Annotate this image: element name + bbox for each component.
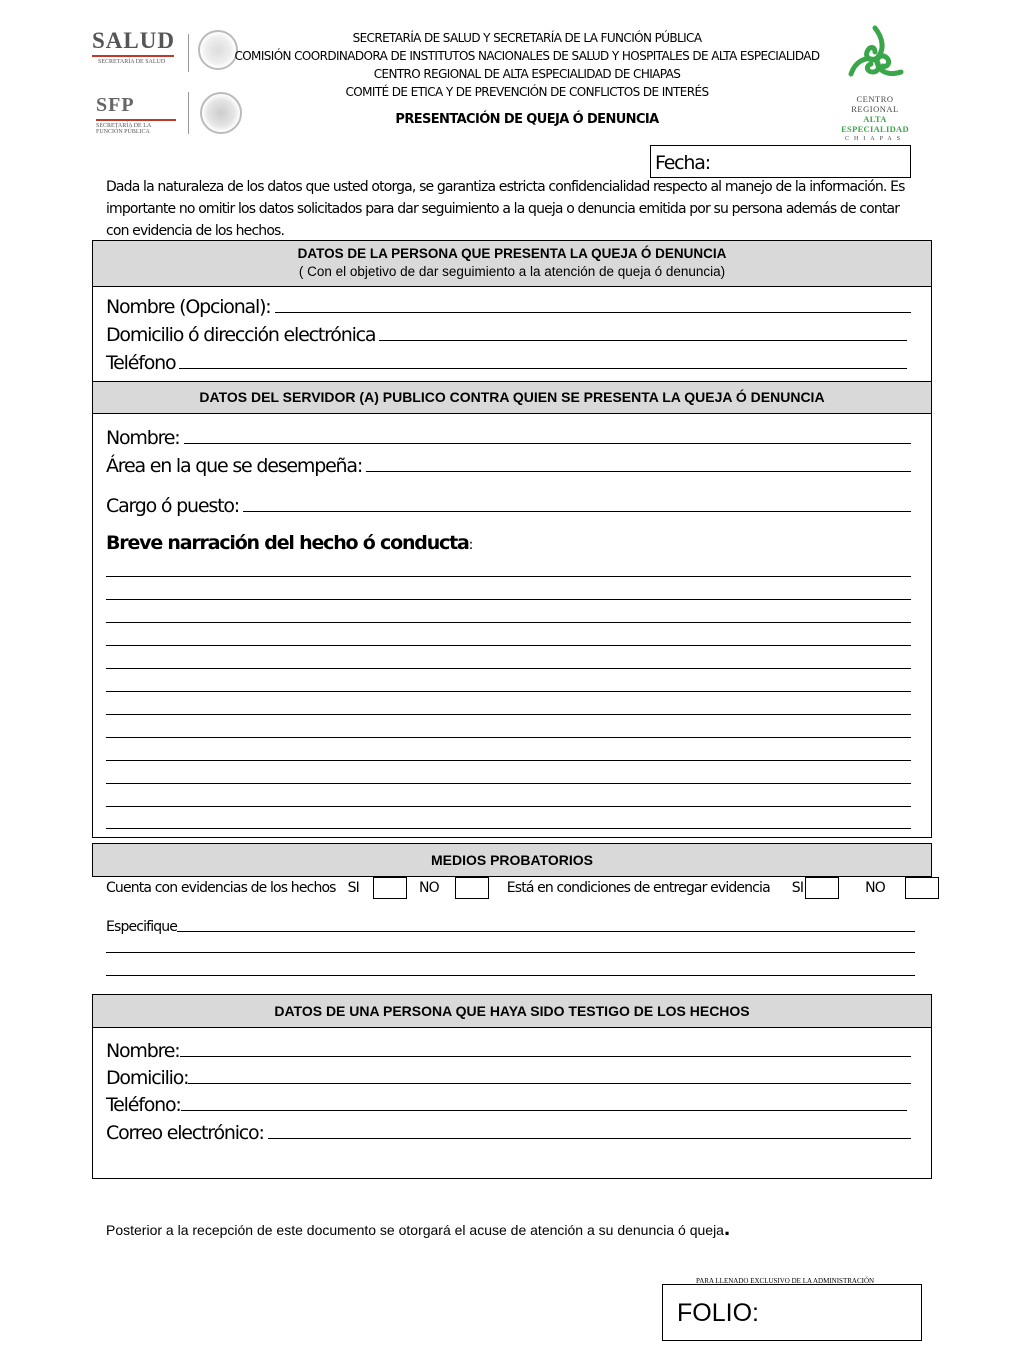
- section2-header: [92, 381, 932, 414]
- evidence-no-label: NO: [418, 880, 439, 896]
- salud-logo-stripe: [92, 55, 174, 57]
- deliver-no-checkbox[interactable]: [905, 877, 939, 899]
- evidence-no-checkbox[interactable]: [455, 877, 489, 899]
- narrative-line[interactable]: [106, 668, 911, 669]
- section1-nombre-row[interactable]: [106, 292, 911, 318]
- footer-note-row: [106, 1215, 731, 1240]
- section4-domicilio-row[interactable]: [106, 1063, 911, 1089]
- header-line-1: SECRETARÍA DE SALUD Y SECRETARÍA DE LA FUNCIÓN PÚBLICA: [352, 31, 702, 45]
- section4-nombre-row[interactable]: [106, 1036, 911, 1062]
- section3-header: [92, 843, 932, 877]
- folio-label: FOLIO:: [677, 1299, 759, 1327]
- section4-correo-label: Correo electrónico:: [106, 1122, 264, 1144]
- section2-nombre-row[interactable]: [106, 423, 911, 449]
- salud-logo-subtext: SECRETARÍA DE SALUD: [98, 59, 166, 65]
- sfp-logo-subtext-1: SECRETARÍA DE LA: [96, 123, 152, 129]
- section1-subtitle: ( Con el objetivo de dar seguimiento a la atención de queja ó denuncia): [298, 264, 726, 279]
- narrative-line[interactable]: [106, 828, 911, 829]
- crae-logo-line-1: CENTRO REGIONAL: [851, 94, 899, 114]
- deliver-yes-checkbox[interactable]: [805, 877, 839, 899]
- section3-title: MEDIOS PROBATORIOS: [430, 852, 594, 868]
- sfp-logo-text: SFP: [96, 94, 135, 116]
- intro-paragraph: Dada la naturaleza de los datos que usted otorga, se garantiza estricta confidencialidad respecto al manejo de la información. Es importante no omitir los datos solicitados para dar seguimiento a la queja o denuncia emitida por su persona además de contar con evidencia de los hechos.: [106, 179, 905, 239]
- section4-title: DATOS DE UNA PERSONA QUE HAYA SIDO TESTIGO DE LOS HECHOS: [274, 1003, 750, 1019]
- evidence-yes-label: SI: [347, 880, 359, 896]
- deliver-no-label: NO: [865, 880, 885, 896]
- evidence-yes-checkbox[interactable]: [373, 877, 407, 899]
- section4-nombre-input[interactable]: [180, 1056, 912, 1057]
- deliver-label: Está en condiciones de entregar evidencia: [506, 880, 770, 896]
- footer-period: .: [723, 1215, 731, 1240]
- section2-cargo-label: Cargo ó puesto:: [106, 495, 239, 517]
- narrative-line[interactable]: [106, 645, 911, 646]
- section1-domicilio-input[interactable]: [379, 340, 907, 341]
- header-line-4: COMITÉ DE ETICA Y DE PREVENCIÓN DE CONFLICTOS DE INTERÉS: [345, 85, 709, 99]
- section2-nombre-input[interactable]: [184, 443, 912, 444]
- fecha-label: Fecha:: [655, 152, 710, 174]
- section4-telefono-row[interactable]: [106, 1090, 907, 1116]
- specify-label: Especifique: [106, 919, 178, 935]
- section4-correo-input[interactable]: [268, 1138, 911, 1139]
- admin-label: PARA LLENADO EXCLUSIVO DE LA ADMINISTRACIÓN: [696, 1277, 875, 1285]
- form-title: PRESENTACIÓN DE QUEJA Ó DENUNCIA: [395, 112, 659, 127]
- header-line-2: COMISIÓN COORDINADORA DE INSTITUTOS NACIONALES DE SALUD Y HOSPITALES DE ALTA ESPECIALIDAD: [234, 49, 820, 63]
- narrative-line[interactable]: [106, 737, 911, 738]
- specify-line[interactable]: [106, 952, 915, 953]
- specify-input[interactable]: [177, 931, 915, 932]
- narrative-label: Breve narración del hecho ó conducta: [106, 532, 469, 554]
- section2-nombre-label: Nombre:: [106, 427, 180, 449]
- section2-cargo-row[interactable]: [106, 491, 911, 517]
- crae-logo: [834, 24, 916, 142]
- salud-logo: [92, 28, 192, 76]
- section4-domicilio-label: Domicilio:: [106, 1067, 189, 1089]
- narrative-line[interactable]: [106, 760, 911, 761]
- section2-area-label: Área en la que se desempeña:: [106, 455, 363, 477]
- footer-note: Posterior a la recepción de este documento se otorgará el acuse de atención a su denuncia ó queja: [106, 1222, 724, 1238]
- section1-nombre-label: Nombre (Opcional):: [106, 296, 271, 318]
- evidence-row: [106, 876, 945, 900]
- salud-logo-text: SALUD: [92, 28, 175, 53]
- sfp-logo: [96, 94, 191, 138]
- crae-trefoil-icon: [843, 24, 907, 88]
- section1-telefono-row[interactable]: [106, 348, 907, 374]
- specify-row[interactable]: [106, 909, 915, 935]
- evidence-label: Cuenta con evidencias de los hechos: [106, 880, 336, 896]
- crae-logo-line-2: ALTA ESPECIALIDAD: [841, 114, 909, 134]
- narrative-line[interactable]: [106, 783, 911, 784]
- deliver-yes-label: SI: [791, 880, 804, 896]
- section2-cargo-input[interactable]: [243, 511, 911, 512]
- narrative-line[interactable]: [106, 806, 911, 807]
- sfp-divider: [188, 92, 189, 134]
- section4-correo-row[interactable]: [106, 1118, 911, 1144]
- section2-area-input[interactable]: [366, 471, 911, 472]
- fecha-field[interactable]: [650, 145, 911, 178]
- salud-divider: [188, 34, 189, 72]
- narrative-line[interactable]: [106, 714, 911, 715]
- section1-telefono-label: Teléfono: [106, 352, 176, 374]
- section4-nombre-label: Nombre:: [106, 1040, 180, 1062]
- folio-box[interactable]: [662, 1284, 922, 1341]
- section2-title: DATOS DEL SERVIDOR (A) PUBLICO CONTRA QUIEN SE PRESENTA LA QUEJA Ó DENUNCIA: [199, 389, 825, 405]
- header-line-3: CENTRO REGIONAL DE ALTA ESPECIALIDAD DE CHIAPAS: [373, 67, 681, 81]
- narrative-label-row: [106, 532, 472, 554]
- section1-header: [92, 240, 932, 287]
- sfp-logo-subtext-2: FUNCIÓN PÚBLICA: [96, 129, 150, 135]
- narrative-line[interactable]: [106, 599, 911, 600]
- specify-line[interactable]: [106, 975, 915, 976]
- section1-nombre-input[interactable]: [275, 312, 912, 313]
- section1-telefono-input[interactable]: [179, 368, 907, 369]
- sfp-logo-stripe: [96, 119, 176, 121]
- narrative-colon: :: [468, 537, 473, 553]
- section2-area-row[interactable]: [106, 451, 911, 477]
- section1-domicilio-label: Domicilio ó dirección electrónica: [106, 324, 376, 346]
- narrative-line[interactable]: [106, 691, 911, 692]
- section4-telefono-input[interactable]: [181, 1110, 907, 1111]
- crae-logo-line-3: CHIAPAS: [844, 136, 906, 142]
- section4-telefono-label: Teléfono:: [106, 1094, 181, 1116]
- narrative-line[interactable]: [106, 576, 911, 577]
- narrative-line[interactable]: [106, 622, 911, 623]
- section1-title: DATOS DE LA PERSONA QUE PRESENTA LA QUEJA Ó DENUNCIA: [297, 246, 727, 261]
- section1-domicilio-row[interactable]: [106, 320, 907, 346]
- section4-header: [92, 994, 932, 1028]
- section4-domicilio-input[interactable]: [188, 1083, 911, 1084]
